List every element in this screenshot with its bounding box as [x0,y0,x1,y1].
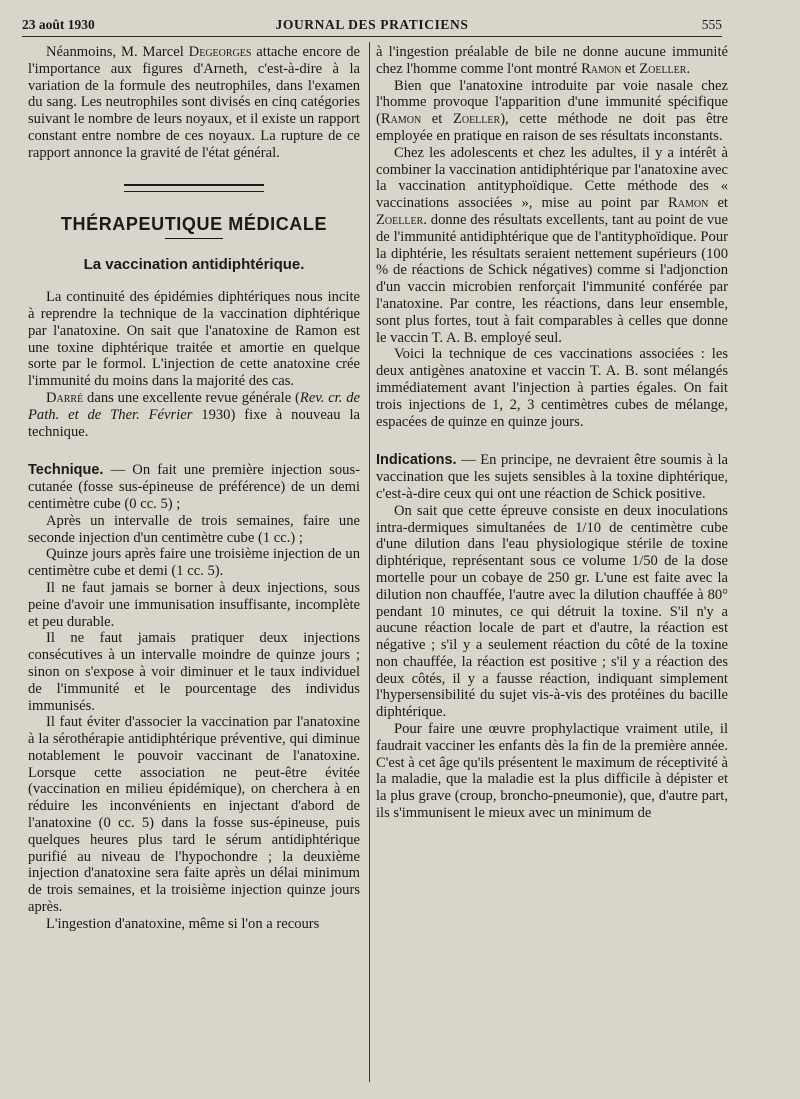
paragraph-ingestion: L'ingestion d'anatoxine, même si l'on a recours [46,915,320,932]
paragraph-technique: Technique. — On fait une première injection sous-cutanée (fosse sus-épineuse de préférence) de un demi centimètre cube (0 cc. 5) ; [28,462,360,512]
runin-heading-technique: Technique. [28,462,104,479]
paragraph-prophylaxis: Pour faire une œuvre prophylactique vraiment utile, il faudrait vacciner les enfants dès la fin de la première année. C'est à cet âge qu'ils présentent le maximum de réceptivité à la maladie, que la maladie est la plus difficile à dépister et la plus grave (croup, broncho-pneumonie), que, d'autre part, ils s'immunisent le mieux avec un minimum de [376,721,728,822]
paragraph-interval: Il ne faut jamais pratiquer deux injections consécutives à un intervalle moindre de quinze jours ; sinon on s'expose à voir diminuer et le taux individuel de l'immunité et le pourcentage des individus immunisés. [28,630,360,714]
author-name: Ramon [380,111,422,128]
paragraph-nasal: Bien que l'anatoxine introduite par voie nasale chez l'homme provoque l'apparition d'une immunité spécifique (Ramon et Zoeller), cette méthode ne doit pas être employée en pratique en raison de ses résultats inconstants. [376,77,728,144]
header-journal-title: JOURNAL DES PRATICIENS [275,17,469,32]
right-column [376,44,728,822]
paragraph-associated-vaccinations: Chez les adolescents et chez les adultes, il y a intérêt à combiner la vaccination antidiphtérique par l'anatoxine avec la vaccination antityphoïdique. Cette méthode des « vaccinations associées », mise au point par Ramon et Zoeller. donne des résultats excellents, tant au point de vue de l'immunité antidiphtérique que de l'antityphoïdique. Pour la diphtérie, les résultats seraient nettement supérieurs (100 % de réactions de Schick négatives) comme si l'adjonction d'un vaccin microbien renforçait l'immunité conférée par l'anatoxine. Par contre, les réactions, dans leur ensemble, sont plus fortes, tout à fait comparables à celles que donne le vaccin T. A. B. employé seul. [376,144,728,346]
paragraph-intro: La continuité des épidémies diphtériques nous incite à reprendre la technique de la vaccination diphtérique par l'anatoxine. On sait que l'anatoxine de Ramon est une toxine diphtérique traitée et amortie en quelque sorte par le formol. L'injection de cette anatoxine crée l'immunité du moins dans la majorité des cas. [28,289,360,390]
paragraph-indications: Indications. — En principe, ne devraient être soumis à la vaccination que les sujets sensibles à la toxine diphtérique, c'est-à-dire ceux qui ont une réaction de Schick positive. [376,452,728,502]
paragraph-second-injection: Après un intervalle de trois semaines, faire une seconde injection d'un centimètre cube (1 cc.) ; [28,512,360,546]
paragraph-degeorges: Néanmoins, M. Marcel Degeorges attache encore de l'importance aux figures d'Arneth, c'est-à-dire à la variation de la formule des neutrophiles, dans l'examen du sang. Les neutrophiles sont divisés en cinq catégories suivant le nombre de leurs noyaux, et il existe un rapport constant entre nombre de ces noyaux. La rupture de ce rapport annonce la gravité de l'état général. [28,44,361,161]
paragraph-schick-test: On sait que cette épreuve consiste en deux inoculations intra-dermiques simultanées de 1/10 de centimètre cube d'une dilution dans l'eau physiologique stérile de toxine diphtérique, représentant sous ce volume 1/50 de la dose mortelle pour un cobaye de 250 gr. L'une est faite avec la dilution non chauffée, l'autre avec la dilution chauffée à 80° pendant 10 minutes, ce qui détruit la toxine. S'il n'y a aucune réaction locale de part et d'autre, la réaction est négative ; s'il y a seulement réaction du côté de la toxine non chauffée, la réaction est positive ; s'il y a réaction des deux côtés, il y a fausse réaction, indiquant simplement l'hypersensibilité du sujet vis-à-vis des protéines du bacille diphtérique. [376,502,728,721]
section-separator [124,184,264,192]
header-page-number: 555 [701,17,722,32]
title-underline [165,238,223,239]
paragraph-associated-technique: Voici la technique de ces vaccinations associées : les deux antigènes anatoxine et vaccin T. A. B. sont mélangés immédiatement avant l'injection à parties égales. On fait trois injections de 1, 2, 3 centimètres cubes de mélange, espacées de quinze en quinze jours. [376,346,728,430]
journal-reference: Rev. cr. de Path. et de Ther. Février [28,389,360,423]
runin-heading-indications: Indications. [376,452,457,469]
author-name: Zoeller [639,60,687,77]
section-title: THÉRAPEUTIQUE MÉDICALE [60,213,328,234]
paragraph-third-injection: Quinze jours après faire une troisième injection de un centimètre cube et demi (1 cc. 5). [28,546,360,580]
author-name: Ramon [581,60,622,77]
author-name: Zoeller [376,211,424,228]
author-name: Degeorges [188,44,252,60]
paragraph-ingestion-continued: à l'ingestion préalable de bile ne donne aucune immunité chez l'homme comme l'ont montré Ramon et Zoeller. [376,44,728,77]
author-name: Ramon [668,195,709,212]
article-title: La vaccination antidiphtérique. [83,256,305,274]
paragraph-serotherapy: Il faut éviter d'associer la vaccination par l'anatoxine à la sérothérapie antidiphtérique préventive, qui diminue notablement le pouvoir vaccinant de l'anatoxine. Lorsque cette association ne peut-être évitée (vaccination en milieu épidémique), on cherchera à en réduire les inconvénients en injectant d'abord de l'anatoxine (0 cc. 5) dans la fosse sus-épineuse, puis quelques heures plus tard le sérum antidiphtérique purifié au niveau de l'hypochondre ; la deuxième injection d'anatoxine sera faite après un délai minimum de trois semaines, et la troisième injection quinze jours après. [28,714,360,916]
column-divider [369,42,370,1082]
header-date: 23 août 1930 [22,17,95,32]
author-name: Zoeller [452,111,501,128]
author-name: Darré [46,389,84,406]
paragraph-darre: Darré dans une excellente revue générale (Rev. cr. de Path. et de Ther. Février 1930) fixe à nouveau la technique. [28,389,360,440]
header-rule [22,36,722,37]
page-header [22,15,722,37]
paragraph-two-injections: Il ne faut jamais se borner à deux injections, sous peine d'avoir une immunisation insuffisante, incomplète et peu durable. [28,579,360,630]
left-column [28,44,360,933]
